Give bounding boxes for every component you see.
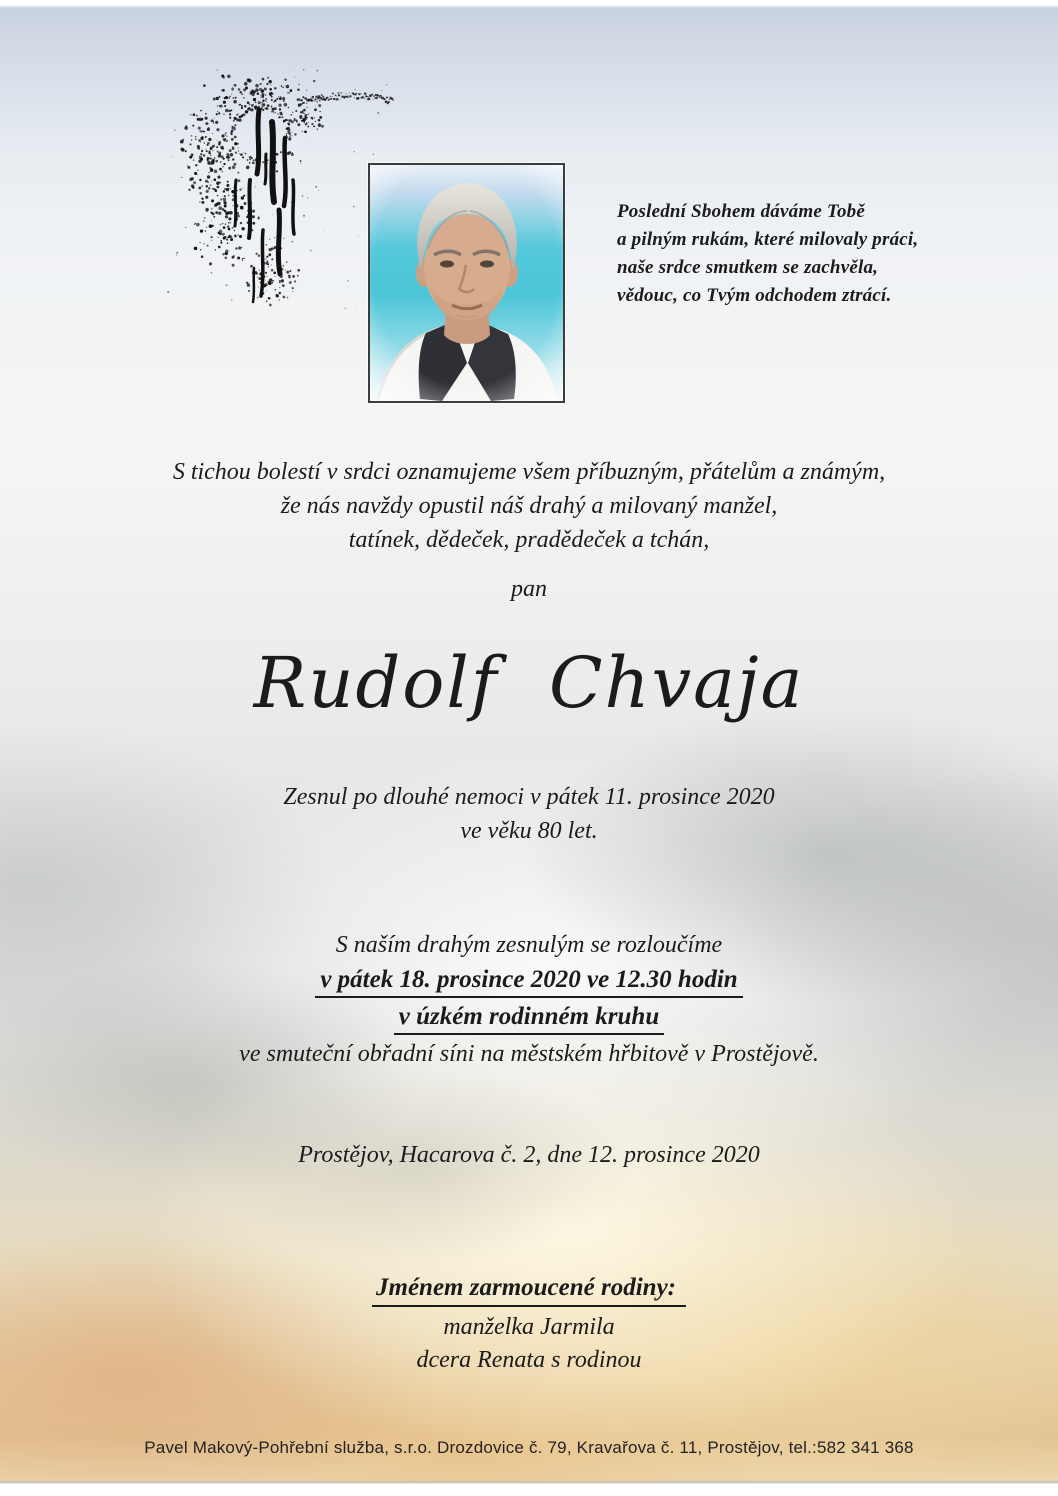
poem-line: naše srdce smutkem se zachvěla, [617, 257, 879, 278]
poem-line: a pilným rukám, které milovaly práci, [617, 229, 919, 250]
announcement-line: S tichou bolestí v srdci oznamujeme všem příbuzným, přátelům a známým, [172, 459, 886, 485]
announcement-line: že nás navždy opustil náš drahý a milovaný manžel, [280, 493, 778, 519]
deceased-name: Rudolf Chvaja [253, 642, 805, 724]
family-member: manželka Jarmila [443, 1314, 615, 1340]
portrait-photo [368, 163, 565, 403]
announcement-line: tatínek, dědeček, pradědeček a tchán, [348, 527, 710, 553]
portrait-illustration [370, 165, 563, 401]
death-line: Zesnul po dlouhé nemoci v pátek 11. prosince 2020 [283, 784, 775, 810]
farewell-scope: v úzkém rodinném kruhu [394, 1002, 665, 1035]
farewell-details [0, 928, 1058, 1072]
farewell-datetime: v pátek 18. prosince 2020 ve 12.30 hodin [315, 965, 742, 998]
family-section [0, 1272, 1058, 1377]
poem-line: vědouc, co Tvým odchodem ztrácí. [617, 285, 892, 306]
salutation: pan [511, 576, 547, 602]
announcement-text [0, 455, 1058, 557]
ink-splatter-artwork [166, 58, 398, 320]
death-line: ve věku 80 let. [460, 818, 598, 844]
farewell-intro: S naším drahým zesnulým se rozloučíme [335, 932, 723, 958]
memorial-poem [617, 198, 977, 310]
funeral-service-footer: Pavel Makový-Pohřební služba, s.r.o. Drozdovice č. 79, Kravařova č. 11, Prostějov, tel.:582 341 368 [144, 1438, 914, 1457]
family-heading: Jménem zarmoucené rodiny: [372, 1273, 686, 1307]
farewell-location: ve smuteční obřadní síni na městském hřbitově v Prostějově. [239, 1041, 819, 1067]
death-details [0, 780, 1058, 848]
poem-line: Poslední Sbohem dáváme Tobě [617, 201, 865, 222]
family-member: dcera Renata s rodinou [416, 1347, 642, 1373]
place-and-date: Prostějov, Hacarova č. 2, dne 12. prosince 2020 [298, 1142, 760, 1168]
